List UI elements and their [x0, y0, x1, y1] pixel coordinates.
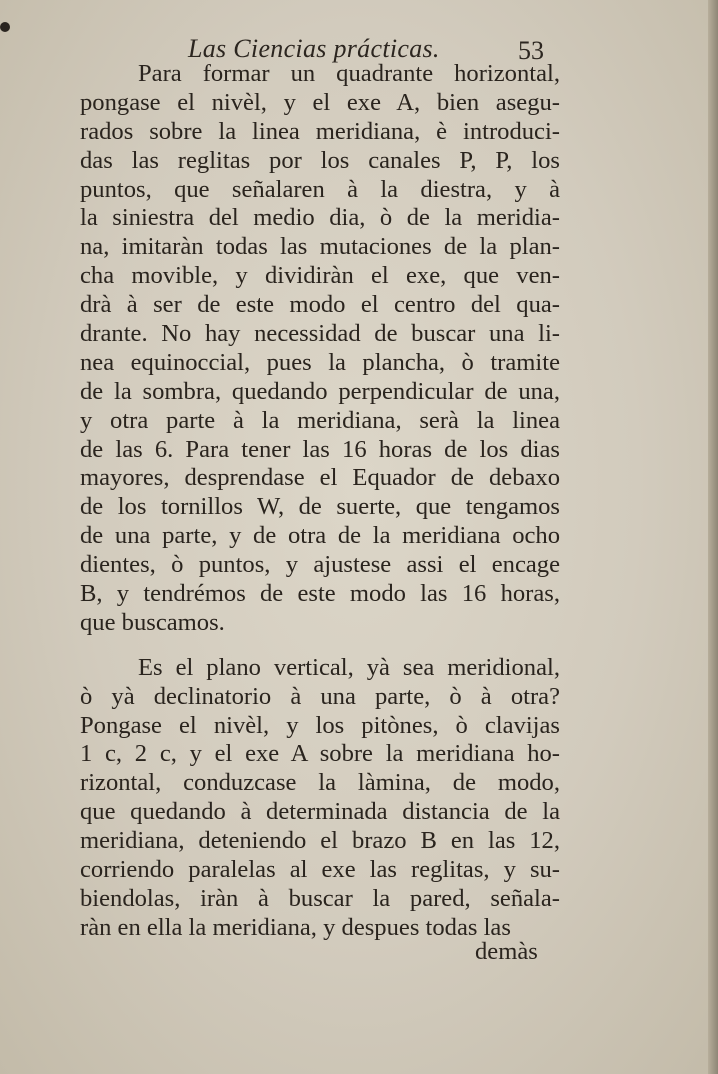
body-text — [80, 60, 560, 943]
text-line: que buscamos. — [80, 608, 225, 636]
text-line: rizontal, conduzcase la làmina, de modo, — [80, 769, 560, 797]
running-title: Las Ciencias prácticas. — [188, 34, 440, 63]
text-line: drante. No hay necessidad de buscar una li- — [80, 320, 560, 348]
text-line: de la sombra, quedando perpendicular de una, — [80, 377, 560, 405]
text-line: pongase el nivèl, y el exe A, bien asegu- — [80, 88, 560, 116]
text-line: puntos, que señalaren à la diestra, y à — [80, 175, 560, 203]
text-line: drà à ser de este modo el centro del qua- — [80, 291, 560, 319]
catchword: demàs — [475, 938, 538, 965]
text-line: Es el plano vertical, yà sea meridional, — [138, 653, 560, 681]
text-line: y otra parte à la meridiana, serà la linea — [80, 406, 560, 434]
text-line: ò yà declinatorio à una parte, ò à otra? — [80, 682, 560, 710]
text-line: ràn en ella la meridiana, y despues todas las — [80, 913, 511, 941]
paragraph-gap — [80, 638, 560, 654]
text-line: que quedando à determinada distancia de la — [80, 798, 560, 826]
text-line: de los tornillos W, de suerte, que tengamos — [80, 493, 560, 521]
text-line: meridiana, deteniendo el brazo B en las 12, — [80, 827, 560, 855]
text-line: rados sobre la linea meridiana, è introduci- — [80, 117, 560, 145]
text-line: B, y tendrémos de este modo las 16 horas, — [80, 580, 560, 608]
text-line: dientes, ò puntos, y ajustese assi el encage — [80, 551, 560, 579]
ink-speck — [0, 22, 10, 32]
text-line: mayores, desprendase el Equador de debaxo — [80, 464, 560, 492]
text-line: corriendo paralelas al exe las reglitas, y su- — [80, 856, 560, 884]
page-edge — [708, 0, 718, 1074]
page-number: 53 — [518, 36, 544, 65]
text-line: biendolas, iràn à buscar la pared, señala- — [80, 884, 560, 912]
text-line: das las reglitas por los canales P, P, los — [80, 146, 560, 174]
text-line: la siniestra del medio dia, ò de la meridia- — [80, 204, 560, 232]
text-line: de una parte, y de otra de la meridiana ocho — [80, 522, 560, 550]
text-line: de las 6. Para tener las 16 horas de los dias — [80, 435, 560, 463]
text-line: na, imitaràn todas las mutaciones de la plan- — [80, 233, 560, 261]
paragraph-1 — [80, 60, 560, 638]
paragraph-2 — [80, 654, 560, 943]
text-line: Para formar un quadrante horizontal, — [138, 60, 560, 87]
text-line: 1 c, 2 c, y el exe A sobre la meridiana ho- — [80, 740, 560, 768]
text-line: Pongase el nivèl, y los pitònes, ò clavijas — [80, 711, 560, 739]
text-line: cha movible, y dividiràn el exe, que ven- — [80, 262, 560, 290]
text-line: nea equinoccial, pues la plancha, ò tramite — [80, 348, 560, 376]
